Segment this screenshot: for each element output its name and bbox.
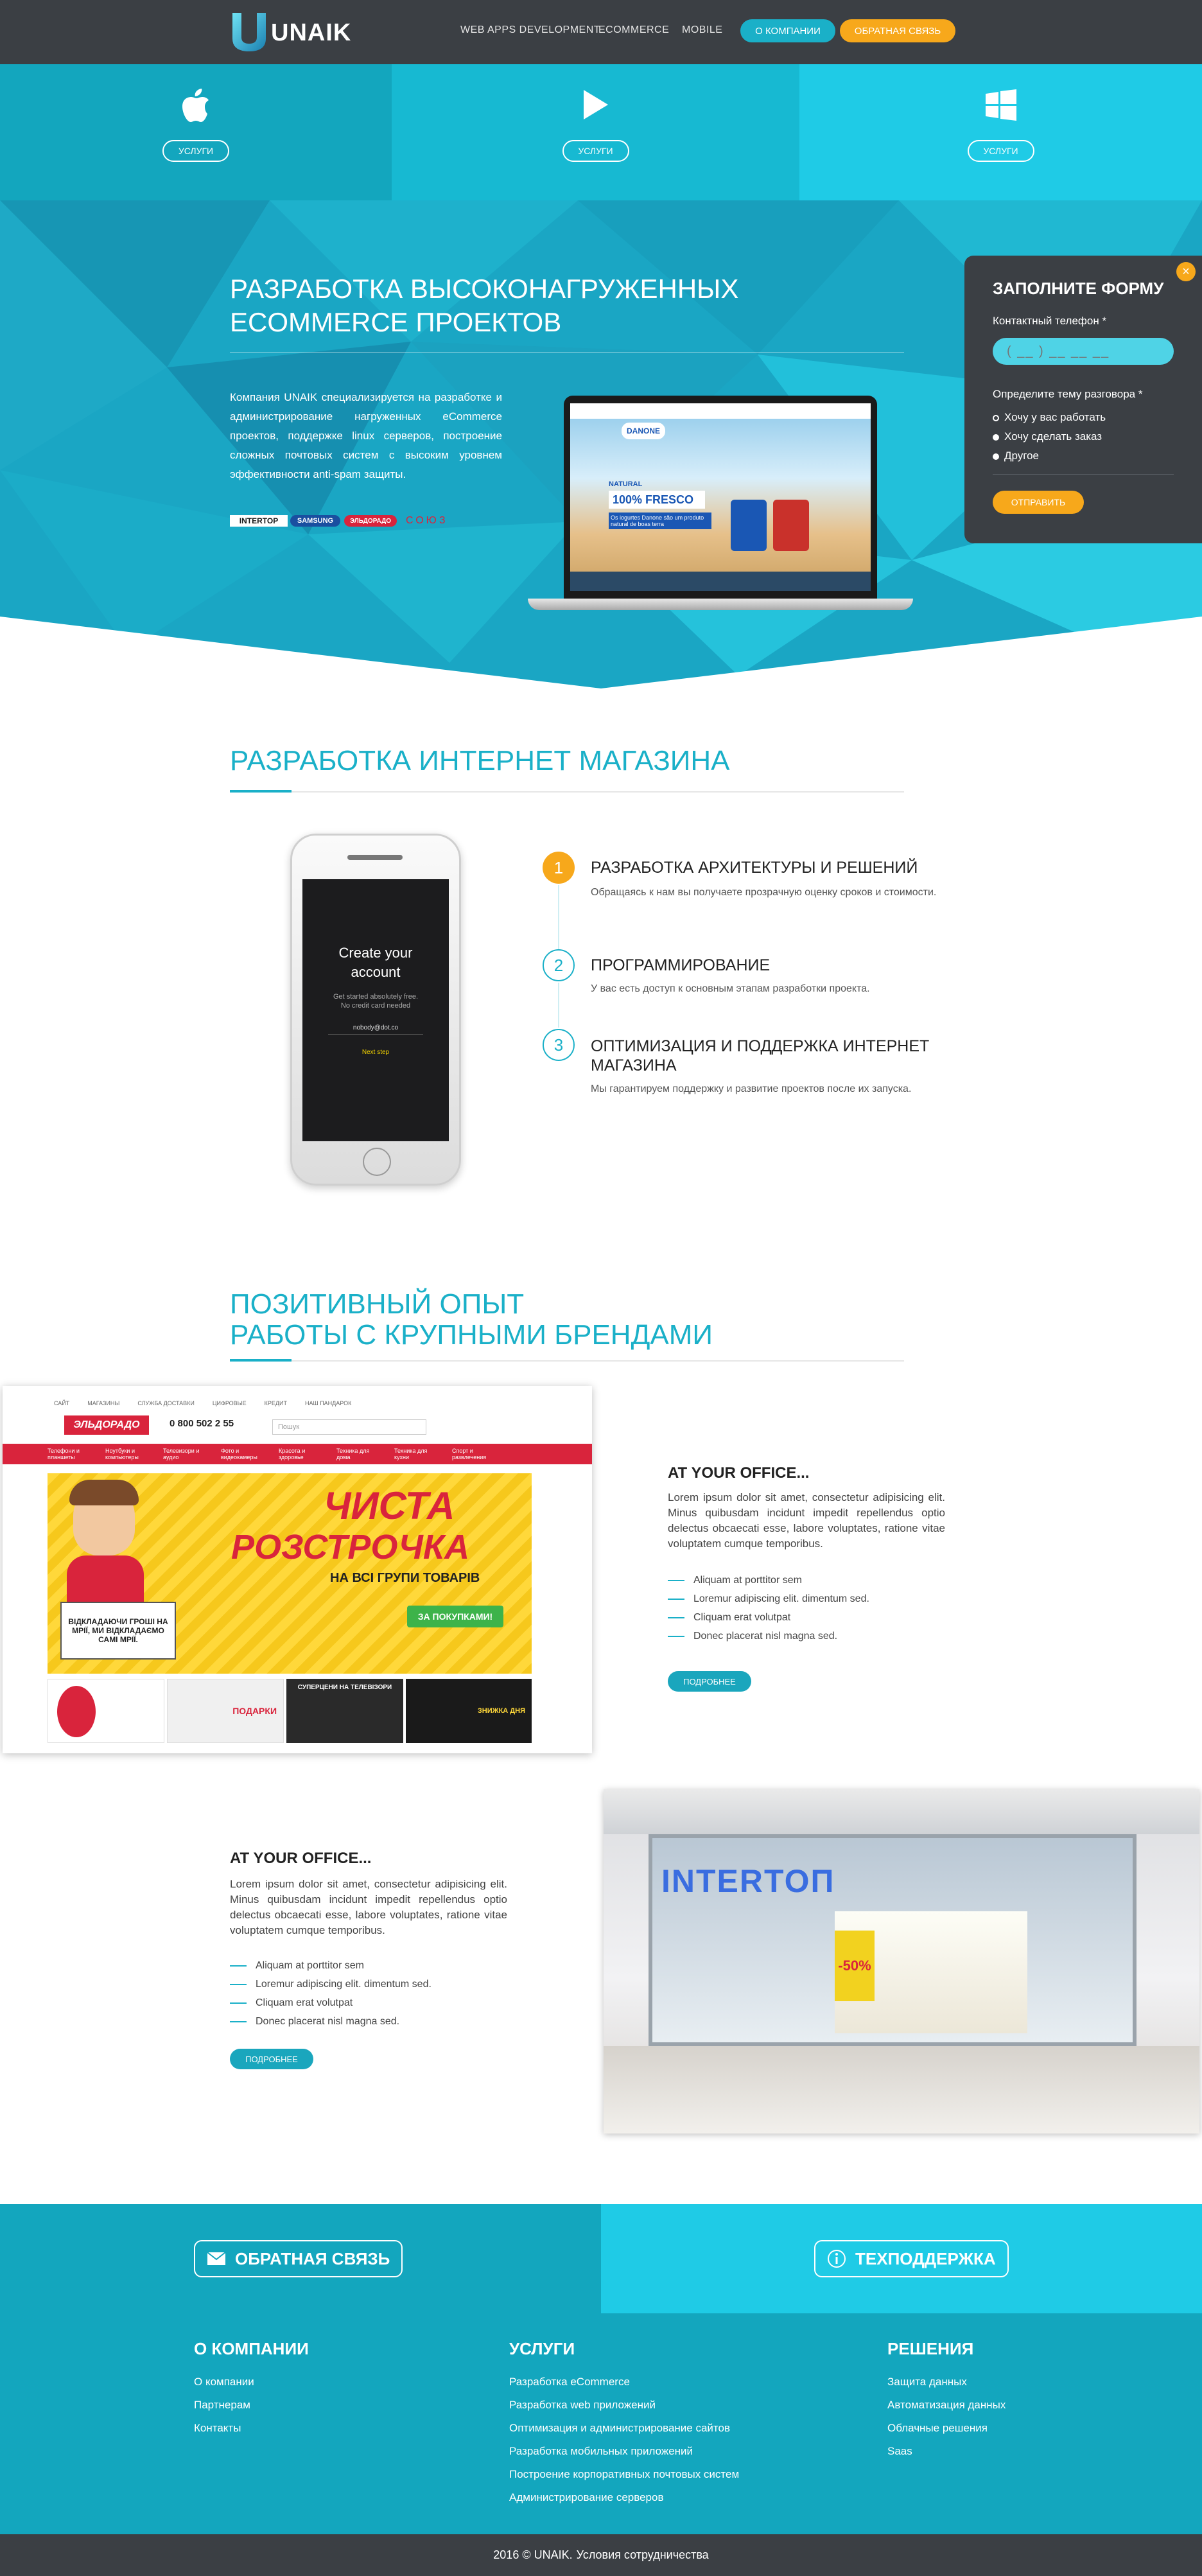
copyright-bar <box>0 2534 1202 2576</box>
menu-item[interactable]: Красота и здоровье <box>279 1448 306 1460</box>
top-link[interactable]: КРЕДИТ <box>264 1400 287 1406</box>
step-2-title: ПРОГРАММИРОВАНИЕ <box>591 956 771 974</box>
nav-mobile[interactable]: MOBILE <box>682 24 723 35</box>
section-accent <box>230 790 292 793</box>
platform-windows <box>799 64 1202 200</box>
submit-button[interactable]: ОТПРАВИТЬ <box>993 491 1084 514</box>
store-ceiling <box>604 1789 1199 1834</box>
radio-label: Другое <box>1004 450 1040 462</box>
laptop-screen <box>570 403 871 591</box>
footer-link[interactable]: Построение корпоративных почтовых систем <box>509 2468 740 2480</box>
step-1-title: РАЗРАБОТКА АРХИТЕКТУРЫ И РЕШЕНИЙ <box>591 859 918 877</box>
block1-text: Lorem ipsum dolor sit amet, consectetur adipisicing elit. Minus quibusdam incidunt impedit repellendus optio delectus obcaecati esse, labore voluptates, ratione vitae voluptatem cumque temporibus. <box>668 1491 945 1550</box>
footer-link[interactable]: Saas <box>887 2445 912 2457</box>
footer-link[interactable]: Автоматизация данных <box>887 2399 1006 2411</box>
block1-more-button[interactable]: ПОДРОБНЕЕ <box>668 1671 751 1692</box>
form-divider <box>993 474 1174 475</box>
list-item: Cliquam erat volutpat <box>668 1608 869 1627</box>
block1-list <box>668 1571 869 1645</box>
windows-icon <box>984 89 1018 122</box>
brands-title-line1: ПОЗИТИВНЫЙ ОПЫТ <box>230 1288 525 1320</box>
top-link[interactable]: НАШ ПАНДАРОК <box>304 1400 352 1406</box>
footer-link[interactable]: Контакты <box>194 2422 241 2434</box>
eldorado-search-input[interactable]: Пошук <box>272 1419 426 1435</box>
danone-tag: NATURAL <box>609 480 643 488</box>
feedback-band <box>0 2204 601 2313</box>
footer-col-title: О КОМПАНИИ <box>194 2339 309 2358</box>
client-logo-soyuz: СОЮЗ <box>406 515 448 526</box>
store-sign: INTERTOП <box>661 1863 835 1899</box>
footer-col-title: РЕШЕНИЯ <box>887 2339 974 2358</box>
hero-description: Компания UNAIK специализируется на разработке и администрирование нагруженных eCommerce проектов, поддержке linux серверов, построение сложных почтовых систем с высоким уровнем эффективности anti-spam защиты. <box>230 391 502 480</box>
footer-feedback-button[interactable] <box>194 2240 403 2277</box>
eldorado-logo[interactable]: ЭЛЬДОРАДО <box>64 1415 149 1435</box>
block2-text: Lorem ipsum dolor sit amet, consectetur adipisicing elit. Minus quibusdam incidunt impedit repellendus optio delectus obcaecati esse, labore voluptates, ratione vitae voluptatem cumque temporibus. <box>230 1878 507 1936</box>
client-logo-eldorado: ЭЛЬДОРАДО <box>344 515 397 527</box>
radio-filled-icon <box>993 453 999 460</box>
list-item: Cliquam erat volutpat <box>230 1993 431 2012</box>
iphone-speaker <box>347 855 403 860</box>
top-link[interactable]: СЛУЖБА ДОСТАВКИ <box>137 1400 195 1406</box>
section-accent <box>230 1359 292 1362</box>
top-header <box>0 0 1202 64</box>
list-item: Donec placerat nisl magna sed. <box>668 1627 869 1645</box>
list-item: Aliquam at porttitor sem <box>230 1956 431 1975</box>
store-floor <box>604 2046 1199 2134</box>
ios-services-button[interactable]: УСЛУГИ <box>162 140 229 162</box>
step-1-number: 1 <box>543 852 575 884</box>
phone-input[interactable] <box>993 338 1174 365</box>
shop-section-title: РАЗРАБОТКА ИНТЕРНЕТ МАГАЗИНА <box>230 745 730 776</box>
eldorado-screenshot <box>3 1386 592 1753</box>
support-band <box>601 2204 1202 2313</box>
envelope-icon <box>207 2252 226 2266</box>
banner-line1: ЧИСТА <box>324 1484 455 1527</box>
footer-col-title: УСЛУГИ <box>509 2339 575 2358</box>
step-3-text: Мы гарантируем поддержку и развитие проектов после их запуска. <box>591 1083 912 1094</box>
store-sale-banner: -50% <box>835 1931 875 2001</box>
logo-text[interactable]: UNAIK <box>271 19 352 46</box>
danone-footer-strip <box>570 572 871 591</box>
footer-support-label: ТЕХПОДДЕРЖКА <box>855 2248 996 2268</box>
radio-label: Хочу у вас работать <box>1004 411 1106 423</box>
iphone-screen <box>302 879 449 1141</box>
contact-form-panel <box>964 256 1202 543</box>
windows-services-button[interactable]: УСЛУГИ <box>968 140 1034 162</box>
feedback-button[interactable]: ОБРАТНАЯ СВЯЗЬ <box>840 19 955 42</box>
step-2-number: 2 <box>543 949 575 981</box>
block2-heading: AT YOUR OFFICE... <box>230 1850 372 1867</box>
footer-col-solutions <box>887 2339 1006 2463</box>
footer-link[interactable]: Партнерам <box>194 2399 250 2411</box>
footer-link[interactable]: Облачные решения <box>887 2422 988 2434</box>
footer-link[interactable]: Администрирование серверов <box>509 2491 664 2503</box>
yogurt-cup-blue <box>731 500 767 551</box>
phone-label: Контактный телефон * <box>993 315 1107 327</box>
client-logo-intertop: INTERTOP <box>230 515 288 527</box>
promo-phone[interactable] <box>48 1679 164 1743</box>
danone-navbar <box>570 403 871 419</box>
eldorado-phone: 0 800 502 2 55 <box>170 1418 234 1429</box>
nav-ecommerce[interactable]: ECOMMERCE <box>598 24 670 35</box>
promo-gifts[interactable]: ПОДАРКИ <box>167 1679 284 1743</box>
block1-heading: AT YOUR OFFICE... <box>668 1464 810 1482</box>
steps-connector <box>558 983 559 1028</box>
brands-title-line2: РАБОТЫ С КРУПНЫМИ БРЕНДАМИ <box>230 1319 713 1351</box>
radio-option-work[interactable] <box>993 411 1106 424</box>
banner-line2: РОЗСТРОЧКА <box>231 1528 470 1566</box>
footer-link[interactable]: Разработка web приложений <box>509 2399 656 2411</box>
footer-col-services <box>509 2339 739 2509</box>
footer-link[interactable]: Разработка мобильных приложений <box>509 2445 693 2457</box>
footer-links-area <box>0 2313 1202 2534</box>
yogurt-cup-red <box>773 500 809 551</box>
top-link[interactable]: САЙТ <box>54 1400 70 1406</box>
platform-ios <box>0 64 392 200</box>
footer-feedback-label: ОБРАТНАЯ СВЯЗЬ <box>235 2248 390 2268</box>
footer-link[interactable]: Оптимизация и администрирование сайтов <box>509 2422 731 2434</box>
radio-empty-icon <box>993 415 999 421</box>
top-link[interactable]: МАГАЗИНЫ <box>87 1400 120 1406</box>
section-divider <box>230 1360 904 1362</box>
phone-screen-subtitle: Get started absolutely free. No credit card needed <box>333 993 419 1010</box>
menu-item[interactable]: Техника для дома <box>336 1448 370 1460</box>
hero-title: РАЗРАБОТКА ВЫСОКОНАГРУЖЕННЫХ ECOMMERCE ПРОЕКТОВ <box>230 274 739 337</box>
nav-web-apps[interactable]: WEB APPS DEVELOPMENT <box>460 24 601 35</box>
laptop-frame <box>564 396 877 599</box>
list-item: Donec placerat nisl magna sed. <box>230 2012 431 2031</box>
banner-shop-button[interactable]: ЗА ПОКУПКАМИ! <box>407 1606 503 1627</box>
footer-col-company <box>194 2339 309 2440</box>
menu-item[interactable]: Телевизори и аудио <box>163 1448 200 1460</box>
client-logo-samsung: SAMSUNG <box>290 515 340 527</box>
footer-support-button[interactable] <box>814 2240 1009 2277</box>
unaik-logo-icon[interactable] <box>230 12 268 53</box>
list-item: Loremur adipiscing elit. dimentum sed. <box>668 1590 869 1608</box>
step-1-text: Обращаясь к нам вы получаете прозрачную оценку сроков и стоимости. <box>591 887 937 898</box>
radio-label: Хочу сделать заказ <box>1004 430 1102 442</box>
list-item: Aliquam at porttitor sem <box>668 1571 869 1590</box>
danone-badge: 100% FRESCO <box>609 491 705 509</box>
phone-screen-title: Create your account <box>338 945 413 980</box>
close-form-button[interactable]: × <box>1176 262 1196 281</box>
danone-subtitle: Os iogurtes Danone são um produto natural de boas terra <box>609 513 711 529</box>
banner-sign: ВІДКЛАДАЮЧИ ГРОШІ НА МРІЇ, МИ ВІДКЛАДАЄМО САМІ МРІЇ. <box>60 1602 176 1660</box>
terms-link[interactable]: Условия сотрудничества <box>576 2548 709 2561</box>
footer-link[interactable]: О компании <box>194 2376 254 2388</box>
section-divider <box>230 791 904 793</box>
platform-android <box>392 64 799 200</box>
iphone-home-button <box>363 1148 391 1176</box>
radio-filled-icon <box>993 434 999 441</box>
promo-tv[interactable]: СУПЕРЦЕНИ НА ТЕЛЕВІЗОРИ <box>286 1679 403 1743</box>
footer-link[interactable]: Разработка eCommerce <box>509 2376 630 2388</box>
menu-item[interactable]: Ноутбуки и компьютеры <box>105 1448 139 1460</box>
laptop-base <box>528 599 913 610</box>
copyright-text: 2016 © UNAIK. <box>493 2548 573 2561</box>
list-item: Loremur adipiscing elit. dimentum sed. <box>230 1975 431 1993</box>
topic-label: Определите тему разговора * <box>993 388 1143 400</box>
iphone-mockup <box>290 834 461 1186</box>
banner-line3: НА ВСІ ГРУПИ ТОВАРІВ <box>330 1571 480 1585</box>
step-2-text: У вас есть доступ к основным этапам разработки проекта. <box>591 983 870 994</box>
about-company-button[interactable]: О КОМПАНИИ <box>740 19 835 42</box>
phone-next-button[interactable]: Next step <box>361 1049 390 1056</box>
block2-more-button[interactable]: ПОДРОБНЕЕ <box>230 2049 313 2069</box>
radio-option-other[interactable] <box>993 450 1039 462</box>
step-3-title: ОПТИМИЗАЦИЯ И ПОДДЕРЖКА ИНТЕРНЕТ МАГАЗИНА <box>591 1037 930 1074</box>
eldorado-banner[interactable] <box>48 1473 532 1674</box>
block2-list <box>230 1956 431 2031</box>
menu-item[interactable]: Техника для кухни <box>394 1448 428 1460</box>
phone-email-field[interactable]: nobody@dot.co <box>328 1024 423 1035</box>
step-3-number: 3 <box>543 1029 575 1061</box>
form-title: ЗАПОЛНИТЕ ФОРМУ <box>993 279 1164 298</box>
intertop-store-photo <box>604 1789 1199 2134</box>
danone-logo: DANONE <box>622 423 665 439</box>
eldorado-menu <box>3 1444 592 1464</box>
footer-link[interactable]: Защита данных <box>887 2376 967 2388</box>
menu-item[interactable]: Спорт и развлечения <box>452 1448 487 1460</box>
top-link[interactable]: ЦИФРОВЫЕ <box>212 1400 247 1406</box>
eldorado-top-links <box>54 1400 351 1406</box>
apple-icon <box>181 89 211 123</box>
menu-item[interactable]: Фото и видеокамеры <box>221 1448 257 1460</box>
android-services-button[interactable]: УСЛУГИ <box>562 140 629 162</box>
menu-item[interactable]: Телефони и планшеты <box>48 1448 80 1460</box>
promo-discount[interactable]: ЗНИЖКА ДНЯ <box>406 1679 532 1743</box>
hero-divider <box>230 352 904 353</box>
play-icon <box>581 89 611 121</box>
steps-connector <box>558 885 559 949</box>
info-icon <box>827 2249 846 2268</box>
radio-option-order[interactable] <box>993 430 1102 443</box>
